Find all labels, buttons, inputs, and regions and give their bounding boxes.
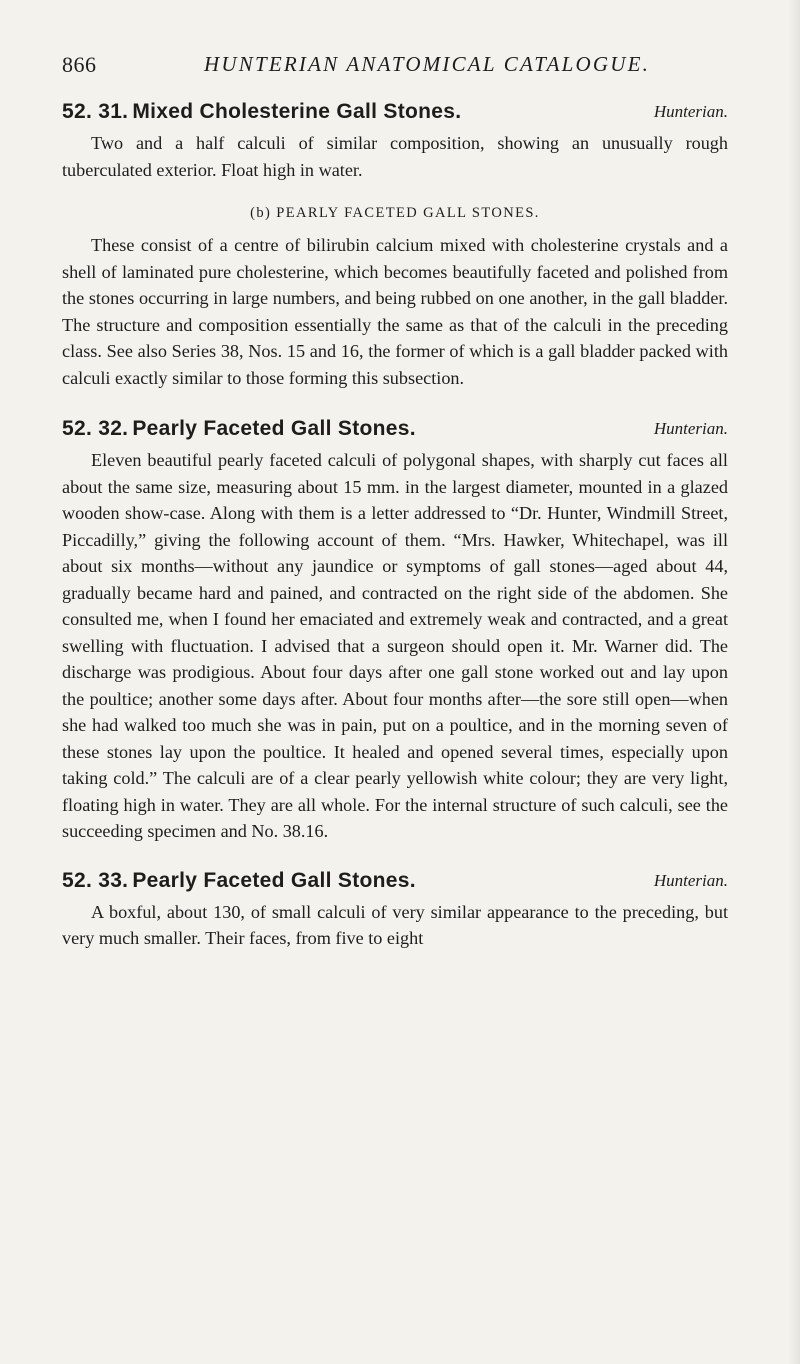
page-number: 866 <box>62 52 97 77</box>
subsection-heading: (b) PEARLY FACETED GALL STONES. <box>250 205 540 221</box>
subsection-pearly-faceted <box>62 205 728 391</box>
running-head <box>62 52 722 82</box>
entry-heading <box>62 100 728 130</box>
page-content <box>62 100 728 952</box>
catalogue-entry-52-31 <box>62 100 728 183</box>
entry-title: Pearly Faceted Gall Stones. <box>132 868 416 892</box>
entry-number: 52. 31. <box>62 100 129 123</box>
entry-number: 52. 33. <box>62 868 129 892</box>
entry-title: Pearly Faceted Gall Stones. <box>132 417 416 440</box>
catalogue-entry-52-32 <box>62 417 728 845</box>
entry-collection: Hunterian. <box>653 102 728 121</box>
entry-description: Two and a half calculi of similar composition, showing an unusually rough tuberculated exterior. Float high in water. <box>62 133 728 180</box>
entry-heading <box>62 869 728 899</box>
entry-title: Mixed Cholesterine Gall Stones. <box>132 100 462 123</box>
entry-description: Eleven beautiful pearly faceted calculi of polygonal shapes, with sharply cut faces all about the same size, measuring about 15 mm. in the largest diameter, mounted in a glazed wooden show-case. Along with them is a letter addressed to “Dr. Hunter, Windmill Street, Piccadilly,” giving the following account of them. “Mrs. Hawker, Whitechapel, was ill about six months—without any jaundice or symptoms of gall stones—aged about 44, gradually became hard and pained, and contracted on the right side of the abdomen. She consulted me, when I found her emaciated and extremely weak and contracted, and a great swelling with fluctuation. I advised that a surgeon should open it. Mr. Warner did. The discharge was prodigious. About four days after one gall stone worked out and lay upon the poultice; another some days after. About four months after—the sore still open—when she had walked too much she was in pain, put on a poultice, and in the morning seven of these stones lay upon the poultice. It healed and opened several times, especially upon taking cold.” The calculi are of a clear pearly yellowish white colour; they are very light, floating high in water. They are all whole. For the internal structure of such calculi, see the succeeding specimen and No. 38.16. <box>62 450 728 841</box>
spacer <box>62 391 728 417</box>
entry-collection: Hunterian. <box>653 870 728 890</box>
entry-description: A boxful, about 130, of small calculi of very similar appearance to the preceding, but very much smaller. Their faces, from five to eight <box>62 901 728 948</box>
entry-number: 52. 32. <box>62 417 129 440</box>
catalogue-entry-52-33 <box>62 869 728 952</box>
page-edge-shadow <box>788 0 800 1364</box>
subsection-description: These consist of a centre of bilirubin calcium mixed with cholesterine crystals and a shell of laminated pure cholesterine, which becomes beautifully faceted and polished from the stones occurring in large numbers, and being rubbed on one another, in the gall bladder. The structure and composition essentially the same as that of the calculi in the preceding class. See also Series 38, Nos. 15 and 16, the former of which is a gall bladder packed with calculi exactly similar to those forming this subsection. <box>62 235 728 388</box>
entry-heading <box>62 417 728 447</box>
running-head-title: HUNTERIAN ANATOMICAL CATALOGUE. <box>204 52 651 76</box>
entry-collection: Hunterian. <box>653 419 728 438</box>
spacer <box>62 845 728 869</box>
